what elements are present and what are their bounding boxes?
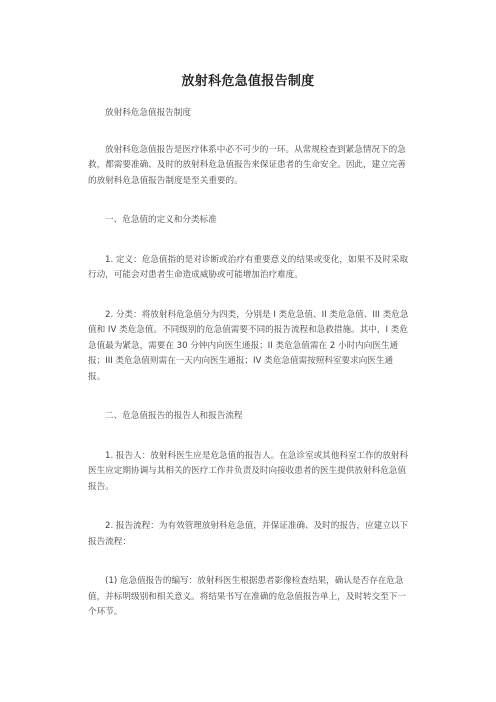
section-2-item-2-sub-1: (1) 危急值报告的编写：放射科医生根据患者影像检查结果，确认是否存在危急值，并标明级别和相关意义。将结果书写在准确的危急值报告单上，及时转交至下一个环节。 xyxy=(88,576,406,617)
section-1-heading: 一、危急值的定义和分类标准 xyxy=(105,215,217,225)
document-body xyxy=(88,106,410,645)
section-2-item-1: 1. 报告人：放射科医生应是危急值的报告人。在急诊室或其他科室工作的放射科医生应定期协调与其相关的医疗工作并负责及时向接收患者的医生提供放射科危急值报告。 xyxy=(88,450,409,492)
document-subtitle: 放射科危急值报告制度 xyxy=(105,108,191,118)
intro-paragraph: 放射科危急值报告是医疗体系中必不可少的一环。从常规检查到紧急情况下的急救，都需要准确、及时的放射科危急值报告来保证患者的生命安全。因此，建立完善的放射科危急值报告制度是至关重要的。 xyxy=(88,144,406,186)
document-title: 放射科危急值报告制度 xyxy=(181,74,315,89)
section-2-item-2: 2. 报告流程：为有效管理放射科危急值，并保证准确、及时的报告，应建立以下报告流程： xyxy=(88,521,409,547)
section-1-item-1: 1. 定义：危急值指的是对诊断或治疗有重要意义的结果或变化，如果不及时采取行动，可能会对患者生命造成威胁或可能增加治疗难度。 xyxy=(88,254,409,280)
section-1-item-2: 2. 分类：将放射科危急值分为四类，分别是 I 类危急值、II 类危急值、III 类危急值和 IV 类危急值。不同级别的危急值需要不同的报告流程和急救措施。其中，I 类危急值最为紧急，需要在 30 分钟内向医生通报；II 类危急值需在 2 小时内向医生通报；III 类危急值则需在一天内向医生通报；IV 类危急值需按照科室要求向医生通报。 xyxy=(88,309,409,382)
section-2-heading: 二、危急值报告的报告人和报告流程 xyxy=(105,411,243,421)
